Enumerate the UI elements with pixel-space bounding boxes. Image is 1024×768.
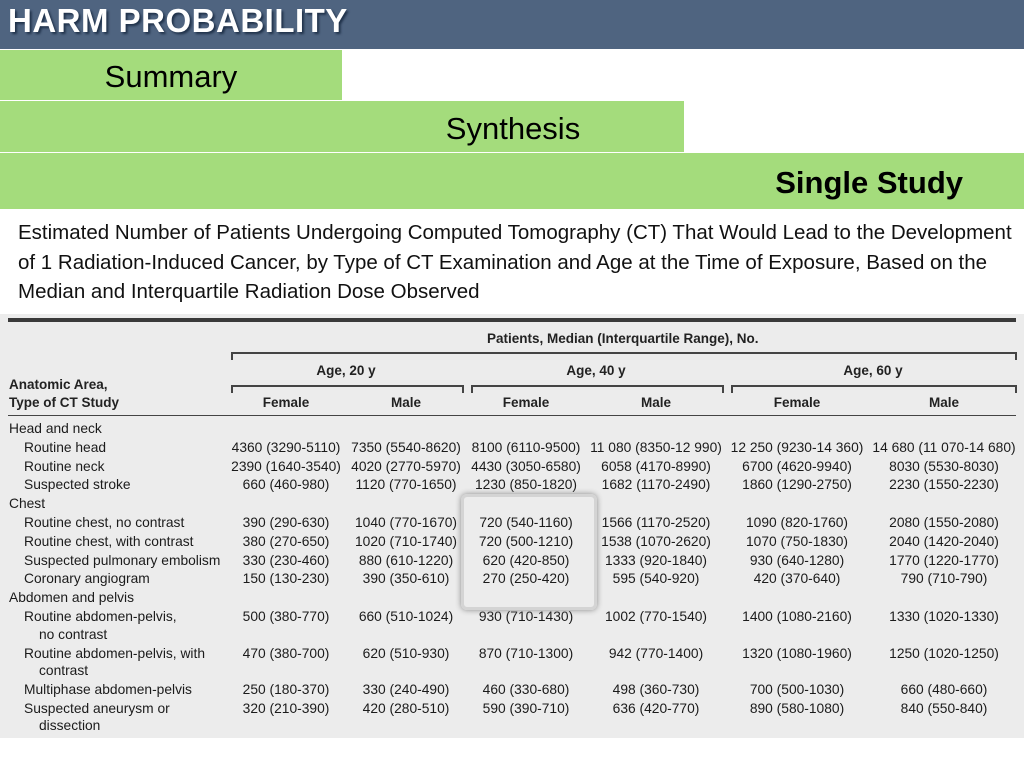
table-cell: 930 (640-1280) [749,552,845,568]
table-cell: 890 (580-1080) [749,700,845,716]
table-cell: 1333 (920-1840) [604,552,708,568]
table-cell: 4020 (2770-5970) [351,458,461,474]
group-label: Chest [9,496,46,512]
age-group-header: Age, 20 y [316,363,376,378]
row-label: Suspected pulmonary embolism [24,552,221,568]
row-label: Routine abdomen-pelvis, with [24,645,205,661]
sex-header: Female [502,395,550,410]
sex-header: Male [928,395,960,410]
table-cell: 2390 (1640-3540) [231,458,341,474]
nav-synthesis[interactable] [0,101,684,152]
sex-header: Female [262,395,310,410]
table-cell: 1250 (1020-1250) [889,645,999,661]
row-label: Routine chest, no contrast [24,515,185,530]
age-group-rule [471,385,722,387]
table-cell: 380 (270-650) [242,533,330,549]
table-cell: 390 (290-630) [242,515,330,530]
table-cell: 880 (610-1220) [358,552,454,568]
table-cell: 1070 (750-1830) [745,533,849,549]
table-cell: 8030 (5530-8030) [889,458,999,474]
table-cell: 4430 (3050-6580) [471,458,581,474]
table-cell: 720 (540-1160) [479,515,573,530]
highlight-box [461,494,597,610]
table-cell: 660 (460-980) [242,477,330,493]
table-cell: 660 (480-660) [900,682,988,697]
table-cell: 620 (510-930) [362,645,450,661]
table-cell: 6700 (4620-9940) [742,458,852,474]
stub-header-line1: Anatomic Area, [9,377,108,392]
table-cell: 1400 (1080-2160) [742,609,852,624]
age-group-tick [462,385,464,393]
table-cell: 11 080 (8350-12 990) [590,439,722,455]
table-cell: 150 (130-230) [242,571,330,587]
row-label: Coronary angiogram [24,571,150,587]
row-label-continued: contrast [39,663,89,678]
table-cell: 1538 (1070-2620) [601,533,711,549]
age-group-rule [231,385,462,387]
table-cell: 470 (380-700) [242,645,330,661]
age-group-tick [471,385,473,393]
row-label: Routine chest, with contrast [24,533,194,549]
table-cell: 330 (240-490) [362,682,450,697]
table-cell: 1682 (1170-2490) [601,477,711,493]
table-cell: 1020 (710-1740) [354,533,458,549]
page-title: HARM PROBABILITY [8,2,348,39]
stub-header-line2: Type of CT Study [9,395,119,410]
sex-header: Female [773,395,821,410]
nav-summary-label: Summary [104,59,238,94]
table-cell: 460 (330-680) [482,682,570,697]
table-cell: 620 (420-850) [482,552,570,568]
table-cell: 720 (500-1210) [478,533,574,549]
table-cell: 595 (540-920) [612,571,700,587]
age-group-header: Age, 60 y [843,363,903,378]
table-cell: 390 (350-610) [362,571,450,587]
nav-single-study[interactable] [0,153,1024,209]
table-cell: 840 (550-840) [900,700,988,716]
table-cell: 590 (390-710) [482,700,570,716]
nav-synthesis-label: Synthesis [445,111,581,146]
spanner-rule [231,352,1016,354]
table-cell: 420 (370-640) [753,571,841,587]
table-cell: 330 (230-460) [242,552,330,568]
table-cell: 500 (380-770) [242,609,330,624]
table-top-rule [8,318,1016,322]
spanner-header: Patients, Median (Interquartile Range), No. [487,331,759,346]
age-group-header: Age, 40 y [566,363,626,378]
table-cell: 1860 (1290-2750) [742,477,852,493]
table-cell: 790 (710-790) [900,571,988,587]
age-group-tick [1015,385,1017,393]
table-cell: 420 (280-510) [362,700,450,716]
header-bottom-rule [8,415,1016,416]
table-cell: 636 (420-770) [612,700,700,716]
table-cell: 660 (510-1024) [358,609,454,624]
nav-single-study-label: Single Study [775,165,963,200]
spanner-tick-right [1015,352,1017,360]
table-cell: 1770 (1220-1770) [889,552,999,568]
sex-header: Male [640,395,672,410]
table-cell: 942 (770-1400) [608,645,704,661]
table-cell: 2080 (1550-2080) [889,515,999,530]
table-cell: 930 (710-1430) [478,609,574,624]
table-cell: 1120 (770-1650) [355,477,457,493]
age-group-rule [731,385,1015,387]
table-cell: 870 (710-1300) [478,645,574,661]
row-label-continued: dissection [39,718,101,734]
spanner-tick-left [231,352,233,360]
row-label: Routine neck [24,458,105,474]
table-cell: 700 (500-1030) [749,682,845,697]
table-cell: 7350 (5540-8620) [351,439,461,455]
table-cell: 6058 (4170-8990) [601,458,711,474]
sex-header: Male [390,395,422,410]
row-label: Multiphase abdomen-pelvis [24,682,192,697]
title-bar [0,0,1024,49]
table-cell: 2040 (1420-2040) [889,533,999,549]
table-cell: 1330 (1020-1330) [889,609,999,624]
table-cell: 320 (210-390) [242,700,330,716]
row-label: Suspected stroke [24,477,131,493]
table-caption: Estimated Number of Patients Undergoing Computed Tomography (CT) That Would Lead to the Development of 1 Radiation-Induced Cancer, by Type of CT Examination and Age at the Time of Exposure, Based on the Median and Interquartile Radiation Dose Observed [18,221,1012,303]
table-cell: 8100 (6110-9500) [471,439,581,455]
table-cell: 250 (180-370) [242,682,330,697]
table-cell: 12 250 (9230-14 360) [730,439,864,455]
table-cell: 1090 (820-1760) [745,515,849,530]
age-group-tick [731,385,733,393]
table-cell: 498 (360-730) [612,682,700,697]
age-group-tick [231,385,233,393]
row-label: Suspected aneurysm or [24,700,170,716]
table-cell: 2230 (1550-2230) [889,477,999,493]
table-cell: 270 (250-420) [482,571,570,587]
group-label: Head and neck [9,421,102,436]
nav-summary[interactable] [0,50,342,100]
table-cell: 4360 (3290-5110) [231,439,341,455]
table-cell: 1566 (1170-2520) [601,515,711,530]
table-cell: 14 680 (11 070-14 680) [872,439,1016,455]
table-cell: 1320 (1080-1960) [742,645,852,661]
row-label-continued: no contrast [39,626,108,642]
table-cell: 1002 (770-1540) [604,609,708,624]
group-label: Abdomen and pelvis [9,590,135,606]
table-cell: 1230 (850-1820) [474,477,578,493]
age-group-tick [722,385,724,393]
row-label: Routine abdomen-pelvis, [24,609,177,624]
row-label: Routine head [24,439,107,455]
table-cell: 1040 (770-1670) [354,515,458,530]
